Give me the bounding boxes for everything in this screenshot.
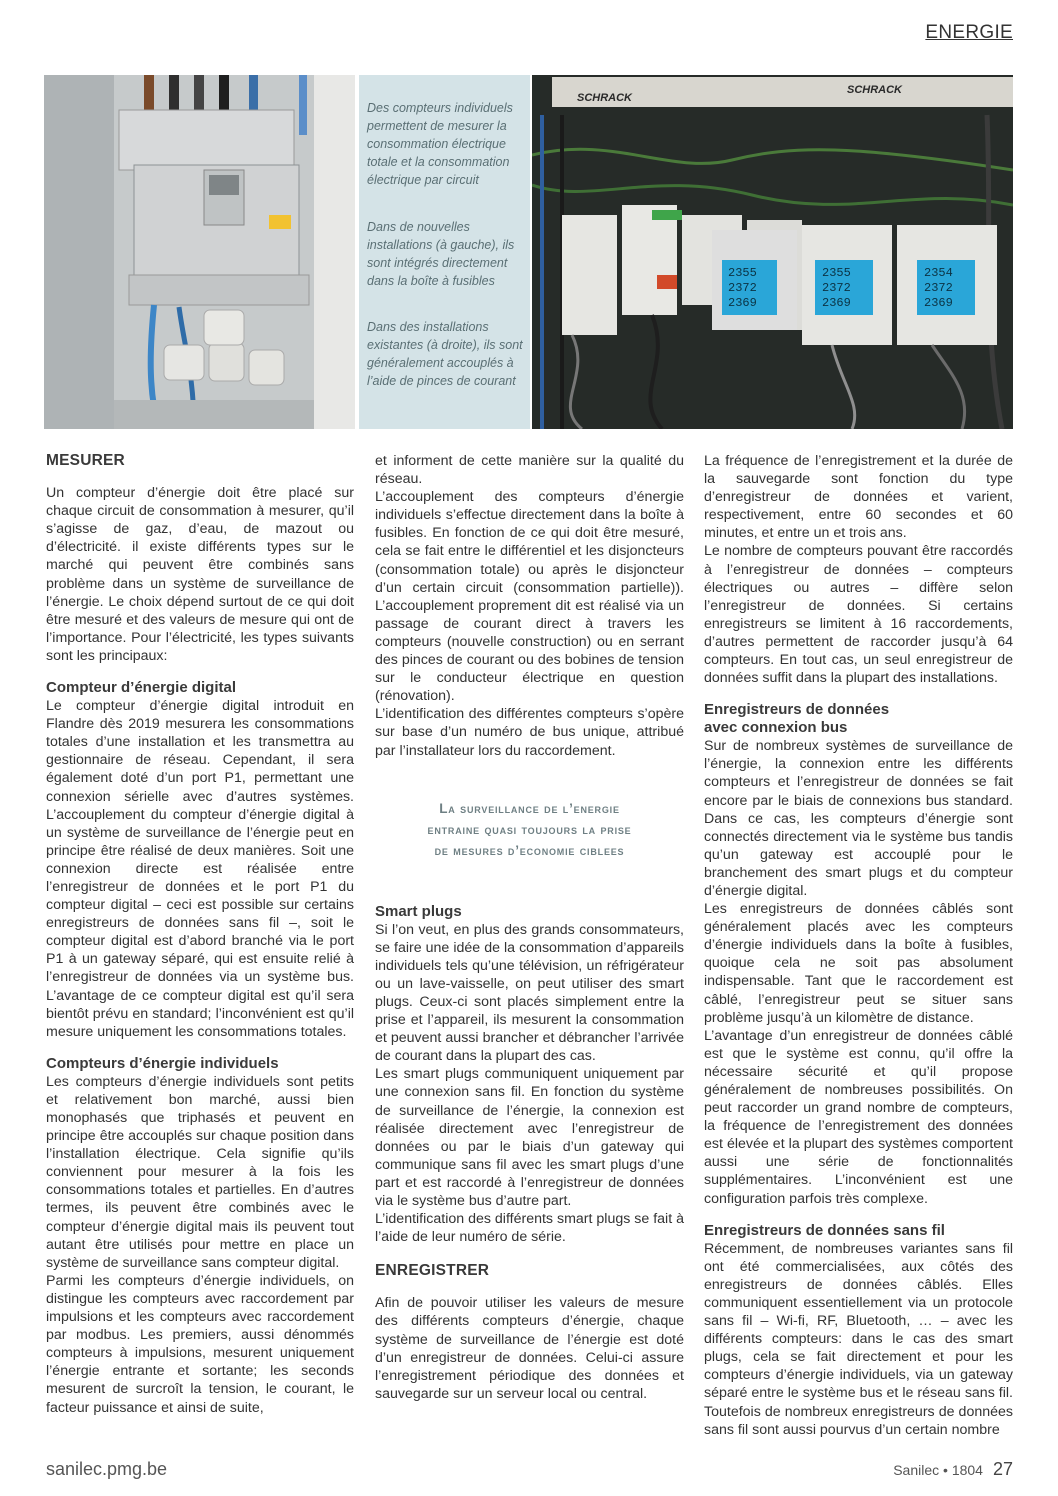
paragraph: La fréquence de l’enregistrement et la durée de la sauvegarde sont fonction du type d’enregistreur de données et varient, respectivement, entre 60 secondes et 60 minutes, et entre un et trois ans. xyxy=(704,453,1013,542)
column-3 xyxy=(704,452,1013,1439)
heading-enregistrer: ENREGISTRER xyxy=(375,1262,490,1280)
footer-url[interactable]: sanilec.pmg.be xyxy=(46,1459,168,1479)
column-1 xyxy=(46,452,354,1417)
caption-3: Dans des installations existantes (à droite), ils sont généralement accouplés à l’aide de pinces de courant xyxy=(367,320,523,388)
footer-issue xyxy=(893,1459,1013,1480)
issue-label: Sanilec • 1804 xyxy=(893,1462,983,1478)
subheading-smart-plugs: Smart plugs xyxy=(375,902,462,920)
subheading-individual-meters: Compteurs d’énergie individuels xyxy=(46,1054,279,1072)
paragraph: Un compteur d’énergie doit être placé sur chaque circuit de consommation à mesurer, qu’il s’agisse de gaz, d’eau, de mazout ou d’électricité. il existe différents types sur le marché qui peuvent être combinés sans problème dans un système de surveillance de l’énergie. Le choix dépend surtout de ce qui doit être mesuré et des valeurs de mesure qui ont de l’importance. Pour l’électricité, les types suivants sont les principaux: xyxy=(46,485,354,664)
paragraph: Le nombre de compteurs pouvant être raccordés à l’enregistreur de données – compteurs électriques ou autres – diffère selon l’enregistreur de données. Si certains enregistreurs se limitent à 16 raccordements, d’autres permettent de raccorder jusqu’à 64 compteurs. En tout cas, un seul enregistreur de données suffit dans la plupart des installations. xyxy=(704,543,1013,687)
meter-1-line-3: 2369 xyxy=(728,296,757,310)
meter-cabinet-photo xyxy=(532,75,1013,429)
page-number: 27 xyxy=(992,1459,1013,1479)
brand-label-left: SCHRACK xyxy=(577,92,632,104)
pull-quote-line: La surveillance de l’energie xyxy=(439,800,620,816)
fusebox-photo xyxy=(44,75,355,429)
paragraph: Parmi les compteurs d’énergie individuels, on distingue les compteurs avec raccordement par impulsions et les compteurs avec raccordement par modbus. Les premiers, aussi dénommés compteurs à impulsions, mesurent uniquement l’énergie entrante et sortante; les seconds mesurent de surcroît la tension, le courant, le facteur puissance et ainsi de suite, xyxy=(46,1272,354,1416)
caption-panel xyxy=(359,75,530,429)
paragraph: Les smart plugs communiquent uniquement par une connexion sans fil. En fonction du système de surveillance de l’énergie, la connexion est réalisée directement avec l’enregistreur de données ou par le biais d’un gateway qui communique sans fil avec les smart plugs d’une part et est raccordé à l’enregistreur de données via le système bus d’autre part. xyxy=(375,1066,684,1209)
paragraph: L’accouplement des compteurs d’énergie individuels s’effectue directement dans la boîte à fusibles. En fonction de ce qui doit être mesuré, cela se fait entre le différentiel et les disjoncteurs (consommation totale) ou après le disjoncteur d’un certain circuit (consommation partielle)). L’accouplement proprement dit est réalisé via un passage de courant direct à travers les compteurs (nouvelle construction) ou en serrant des pinces de courant ou des bobines de tension sur le conducteur électrique en question (rénovation). xyxy=(375,489,684,705)
paragraph: L’avantage d’un enregistreur de données câblé est que le système est connu, qu’il offre la nécessaire sécurité et qu’il propose généralement de nombreuses possibilités. On peut raccorder un grand nombre de compteurs, la fréquence de l’enregistrement des données est élevée et la plupart des systèmes comportent aussi une série de fonctionnalités supplémentaires. L’inconvénient est une configuration parfois très complexe. xyxy=(704,1027,1013,1207)
meter-3-line-3: 2369 xyxy=(924,296,953,310)
paragraph: Afin de pouvoir utiliser les valeurs de mesure des différents compteurs d’énergie, chaque système de surveillance de l’énergie est doté d’un enregistreur de données. Celui-ci assure l’enregistrement périodique des données et sauvegarde sur un serveur local ou central. xyxy=(375,1295,684,1402)
paragraph: Sur de nombreux systèmes de surveillance de l’énergie, la connexion entre les différents compteurs et l’enregistreur de données se fait encore par le biais de connexions bus standard. Dans ce cas, les compteurs d’énergie sont connectés directement via le système bus tandis qu’un gateway est accouplé pour le branchement des smart plugs et du compteur d’énergie digital. xyxy=(704,738,1013,899)
meter-cabinet-illustration xyxy=(532,75,1013,429)
paragraph: Si l’on veut, en plus des grands consommateurs, se faire une idée de la consommation d’appareils individuels tels qu’une télévision, un réfrigérateur ou un lave-vaisselle, on peut utiliser des smart plugs. Ceux-ci sont placés simplement entre la prise et l’appareil, ils mesurent la consommation et peuvent aussi brancher et débrancher l’arrivée de courant dans la plupart des cas. xyxy=(375,921,684,1065)
meter-3-line-2: 2372 xyxy=(924,281,953,295)
meter-2-line-3: 2369 xyxy=(822,296,851,310)
meter-2-line-2: 2372 xyxy=(822,281,851,295)
paragraph: Récemment, de nombreuses variantes sans fil ont été commercialisées, aux côtés des enregistreurs de données câblés. Elles communiquent essentiellement via un protocole sans fil – Wi-fi, RF, Bluetooth, … – avec les différents compteurs: dans le cas des smart plugs, cela se fait directement et pour les compteurs d’énergie individuels, via un gateway séparé entre le système bus et le réseau sans fil. Toutefois de nombreux enregistreurs de données sans fil sont aussi pourvus d’un certain nombre xyxy=(704,1240,1013,1438)
paragraph: Le compteur d’énergie digital introduit en Flandre dès 2019 mesurera les consommations totales d’une installation et les transmettra au gestionnaire de réseau. Cependant, il sera également doté d’un port P1, permettant une connexion sérielle avec d’autres systèmes. L’accouplement du compteur d’énergie digital à un système de surveillance de l’énergie peut en principe être réalisé de deux manières. Soit une connexion directe est réalisée entre l’enregistreur de données et le port P1 du compteur digital – ceci est possible sur certains enregistreurs de données sans fil –, soit le compteur digital est d’abord branché via le port P1 à un gateway séparé, qui est ensuite relié à l’enregistreur de données via un système bus. L’avantage de ce compteur digital est qu’il sera bientôt prévu en standard; l’inconvénient est qu’il mesure uniquement les consommations totales. xyxy=(46,698,354,1040)
subheading-bus-loggers xyxy=(704,701,1013,737)
brand-label-right: SCHRACK xyxy=(847,84,902,96)
subheading-wireless-loggers: Enregistreurs de données sans fil xyxy=(704,1221,945,1239)
caption-1: Des compteurs individuels permettent de mesurer la consommation électrique totale et la consommation électrique par circuit xyxy=(367,101,513,187)
caption-2: Dans de nouvelles installations (à gauche), ils sont intégrés directement dans la boîte à fusibles xyxy=(367,220,515,288)
fusebox-illustration xyxy=(44,75,355,429)
meter-3-line-1: 2354 xyxy=(924,266,953,280)
paragraph: L’identification des différentes compteurs s’opère sur base d’un numéro de bus unique, attribué par l’installateur lors du raccordement. xyxy=(375,706,684,759)
pull-quote xyxy=(375,798,684,861)
meter-1-line-2: 2372 xyxy=(728,281,757,295)
paragraph: et informent de cette manière sur la qualité du réseau. xyxy=(375,453,684,488)
column-2 xyxy=(375,452,684,1403)
meter-1-line-1: 2355 xyxy=(728,266,757,280)
paragraph: L’identification des différents smart plugs se fait à l’aide de leur numéro de série. xyxy=(375,1211,684,1246)
paragraph: Les compteurs d’énergie individuels sont petits et relativement bon marché, aussi bien monophasés que triphasés et peuvent en principe être accouplés sur chaque position dans l’installation électrique. Cela signifie qu’ils conviennent pour mesurer à la fois les consommations totales et partielles. En d’autres termes, ils peuvent être combinés avec le compteur d’énergie digital mais ils peuvent tout autant être utilisés pour mettre en place un système de surveillance sans compteur digital. xyxy=(46,1073,354,1271)
section-label: ENERGIE xyxy=(925,22,1013,43)
heading-mesurer: MESURER xyxy=(46,452,125,469)
pull-quote-line: entraine quasi toujours la prise xyxy=(427,821,632,837)
subheading-line: Enregistreurs de données xyxy=(704,701,890,719)
subheading-digital-meter: Compteur d’énergie digital xyxy=(46,679,237,697)
meter-2-line-1: 2355 xyxy=(822,266,851,280)
paragraph: Les enregistreurs de données câblés sont généralement placés avec les compteurs d’énergie individuels dans la boîte à fusibles, quoique cela ne soit pas absolument indispensable. Tant que le raccordement est câblé, l’enregistreur peut se situer sans problème jusqu’à un kilomètre de distance. xyxy=(704,901,1013,1026)
subheading-line: avec connexion bus xyxy=(704,719,848,737)
pull-quote-line: de mesures d’economie ciblees xyxy=(434,842,625,858)
